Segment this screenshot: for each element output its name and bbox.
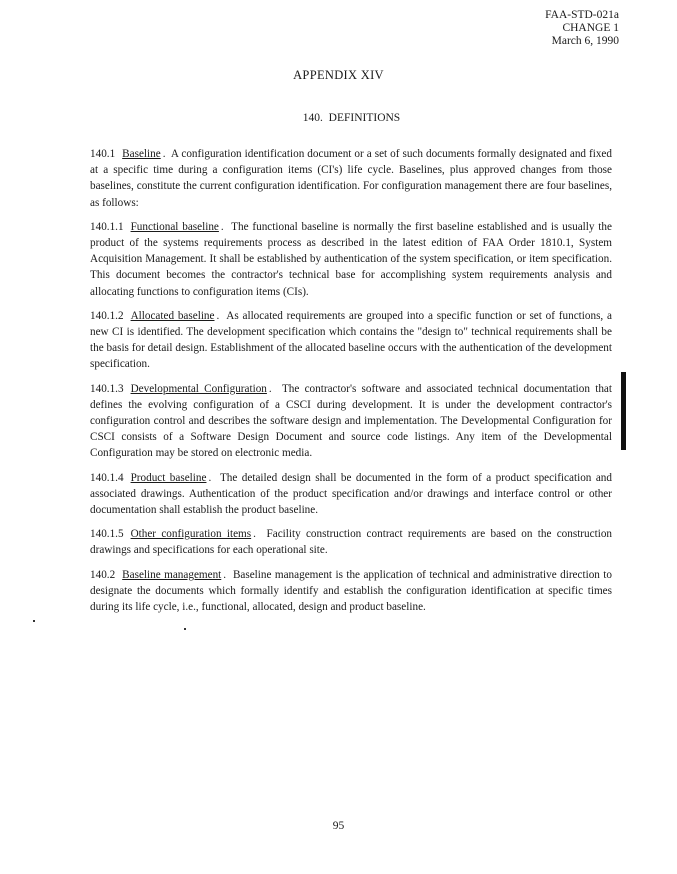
definition-paragraph: 140.1.3 Developmental Configuration . The contractor's software and associated technical documentation that defines the evolving configuration of a CSCI during development. It is under the development contractor's configuration control and describes the software design and implementation. The Developmental Configuration for CSCI consists of a Software Design Document and source code listings. Any item of the Developmental Configuration may be stored on electronic media.	[90, 382, 612, 460]
definition-term: Developmental Configuration	[130, 382, 267, 395]
document-date: March 6, 1990	[551, 35, 619, 47]
definition-term: Allocated baseline	[130, 309, 215, 322]
document-id: FAA-STD-021a	[545, 9, 619, 21]
definition-term: Other configuration items	[130, 528, 252, 541]
page-number: 95	[332, 820, 345, 832]
definition-term: Baseline management	[122, 568, 222, 581]
definition-paragraph: 140.1.5 Other configuration items . Facility construction contract requirements are based on the construction drawings and specifications for each operational site.	[90, 528, 613, 557]
change-number: CHANGE 1	[562, 22, 619, 34]
definition-text: The detailed design shall be documented in the form of a product specification and associated drawings. Authentication of the product specification and/or drawings and interface control or other documentation shall establish the product baseline.	[90, 471, 612, 517]
paragraph-number: 140.1.1	[90, 220, 124, 233]
definition-paragraph: 140.2 Baseline management . Baseline management is the application of technical and administrative direction to designate the documents which formally identify and establish the configuration identification at specific times during its life cycle, i.e., functional, allocated, design and product baseline.	[90, 568, 613, 614]
definition-paragraph: 140.1.4 Product baseline . The detailed design shall be documented in the form of a product specification and associated drawings. Authentication of the product specification and/or drawings and interface control or other documentation shall establish the product baseline.	[90, 471, 612, 517]
section-title: 140. DEFINITIONS	[302, 112, 401, 124]
document-header	[545, 9, 619, 48]
definition-paragraph: 140.1.1 Functional baseline . The functional baseline is normally the first baseline established and is usually the product of the systems requirements process as described in the latest edition of FAA Order 1810.1, System Acquisition Management. It shall be established by authentication of the system specification, or item specification. This document becomes the contractor's technical base for accomplishing system requirements analysis and allocating functions to configuration items (CIs).	[90, 220, 612, 298]
paragraph-number: 140.1	[90, 148, 116, 160]
definition-text: Baseline management is the application of technical and administrative direction to designate the documents which formally identify and establish the configuration identification at specific times during its life cycle, i.e., functional, allocated, design and product baseline.	[90, 568, 613, 614]
definitions-body	[90, 146, 612, 623]
paragraph-number: 140.1.4	[90, 471, 124, 484]
paragraph-number: 140.1.3	[90, 382, 124, 395]
change-bar	[621, 372, 626, 450]
definition-text: A configuration identification document or a set of such documents formally designated and fixed at a specific time during a configuration items (CI's) life cycle. Baselines, plus approved changes from those baselines, constitute the current configuration identification. For configuration management there are four baselines, as follows:	[90, 148, 612, 209]
definition-term: Functional baseline	[130, 220, 219, 233]
definition-text: As allocated requirements are grouped into a specific function or set of functions, a new CI is identified. The development specification which contains the "design to" technical requirements shall be the basis for detail design. Establishment of the allocated baseline occurs with the authentication of the development specification.	[90, 309, 612, 371]
definition-text: The contractor's software and associated technical documentation that defines the evolving configuration of a CSCI during development. It is under the development contractor's configuration control and describes the software design and implementation. The Developmental Configuration for CSCI consists of a Software Design Document and source code listings. Any item of the Developmental Configuration may be stored on electronic media.	[90, 382, 612, 460]
appendix-title: APPENDIX XIV	[293, 68, 384, 82]
definition-paragraph: 140.1 Baseline . A configuration identification document or a set of such documents formally designated and fixed at a specific time during a configuration items (CI's) life cycle. Baselines, plus approved changes from those baselines, constitute the current configuration identification. For configuration management there are four baselines, as follows:	[90, 148, 612, 209]
definition-paragraph: 140.1.2 Allocated baseline . As allocated requirements are grouped into a specific function or set of functions, a new CI is identified. The development specification which contains the "design to" technical requirements shall be the basis for detail design. Establishment of the allocated baseline occurs with the authentication of the development specification.	[90, 309, 612, 371]
paragraph-number: 140.1.2	[90, 309, 124, 322]
scan-speck	[33, 620, 35, 622]
scan-speck	[184, 628, 186, 630]
paragraph-number: 140.1.5	[90, 528, 124, 541]
definition-text: Facility construction contract requirements are based on the construction drawings and specifications for each operational site.	[90, 528, 613, 557]
definition-term: Baseline	[122, 148, 161, 160]
definition-term: Product baseline	[130, 471, 207, 484]
paragraph-number: 140.2	[90, 568, 116, 581]
definition-text: The functional baseline is normally the first baseline established and is usually the product of the systems requirements process as described in the latest edition of FAA Order 1810.1, System Acquisition Management. It shall be established by authentication of the system specification, or item specification. This document becomes the contractor's technical base for accomplishing system requirements analysis and allocating functions to configuration items (CIs).	[90, 220, 612, 298]
